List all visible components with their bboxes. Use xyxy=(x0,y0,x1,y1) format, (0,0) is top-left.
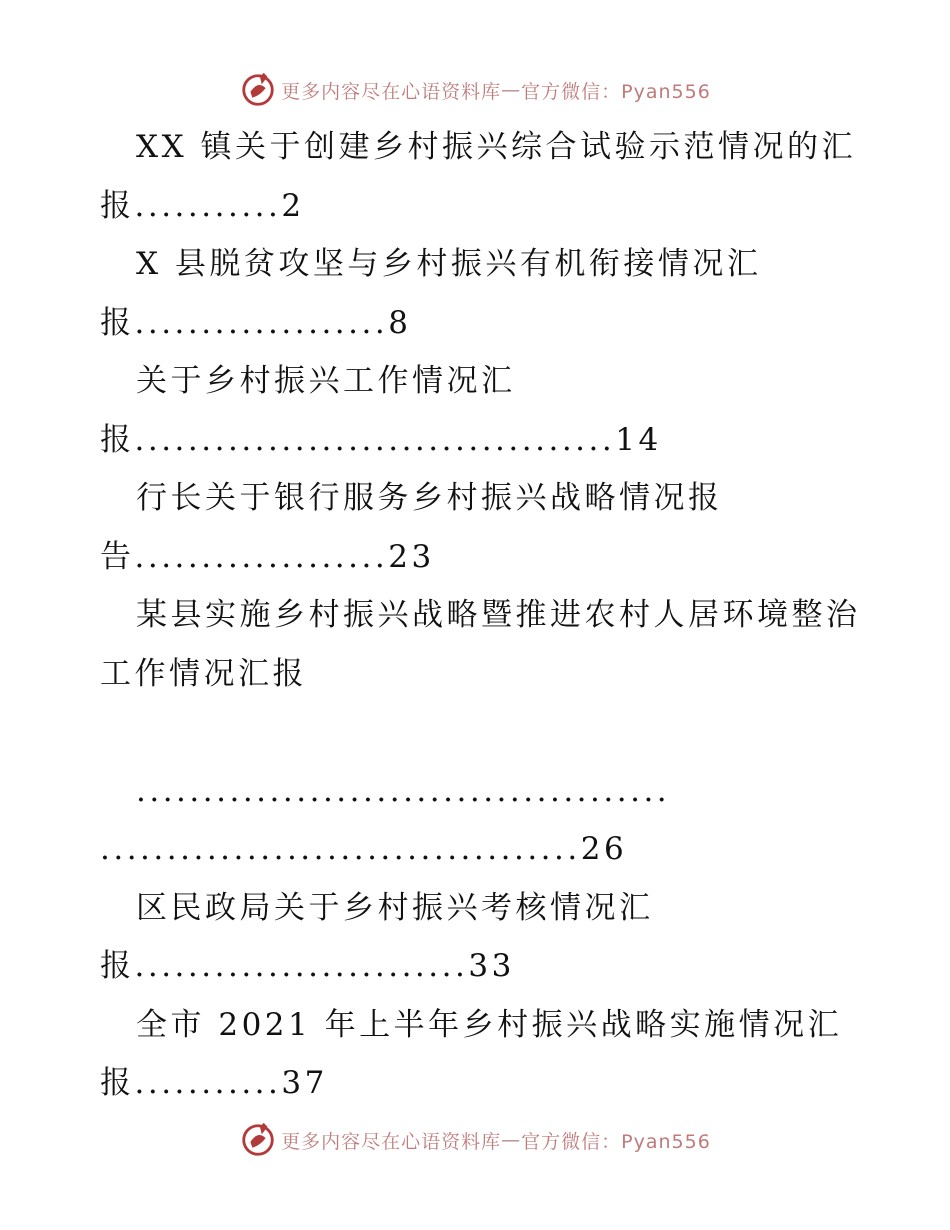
banner-text: 更多内容尽在心语资料库 xyxy=(281,80,502,103)
header-banner xyxy=(0,70,950,110)
banner-wechat: 官方微信：Pyan556 xyxy=(521,80,711,103)
toc-entry-title: 区民政局关于乡村振兴考核情况汇 xyxy=(136,889,654,926)
toc-entry[interactable] xyxy=(100,879,860,996)
toc-entry[interactable] xyxy=(100,996,860,1113)
toc-entry-title: 全市 2021 年上半年乡村振兴战略实施情况汇 xyxy=(136,1006,843,1043)
toc-entry-title: X 县脱贫攻坚与乡村振兴有机衔接情况汇 xyxy=(136,246,762,282)
table-of-contents xyxy=(100,118,860,1113)
banner-separator: — xyxy=(501,1129,522,1151)
banner-separator: — xyxy=(501,79,522,101)
banner-text: 更多内容尽在心语资料库 xyxy=(281,1130,502,1153)
brand-logo-icon xyxy=(239,71,277,109)
toc-entry[interactable] xyxy=(100,235,860,352)
toc-entry-title: 某县实施乡村振兴战略暨推进农村人居环境整治 xyxy=(136,597,860,633)
toc-entry-blank xyxy=(100,703,860,762)
toc-entry-title: 行长关于银行服务乡村振兴战略情况报 xyxy=(136,480,723,516)
toc-entry[interactable] xyxy=(100,352,860,469)
toc-entry-leader: ........................................ xyxy=(136,772,671,809)
brand-logo-icon xyxy=(239,1121,277,1159)
banner-wechat: 官方微信：Pyan556 xyxy=(521,1130,711,1153)
toc-entry-page: 报.........................33 xyxy=(100,948,515,984)
footer-banner xyxy=(0,1120,950,1160)
toc-entry-title: 关于乡村振兴工作情况汇 xyxy=(136,363,516,399)
toc-entry-page: 报...................8 xyxy=(100,304,412,341)
toc-entry[interactable] xyxy=(100,586,860,879)
toc-entry[interactable] xyxy=(100,469,860,586)
toc-entry-title-cont: 工作情况汇报 xyxy=(100,655,307,692)
toc-entry-page: ....................................26 xyxy=(100,831,628,867)
toc-entry-page: 报...........2 xyxy=(100,187,305,224)
toc-entry-page: 报....................................14 xyxy=(100,421,662,458)
toc-entry-title: XX 镇关于创建乡村振兴综合试验示范情况的汇 xyxy=(136,129,856,165)
toc-entry[interactable] xyxy=(100,118,860,235)
toc-entry-page: 告...................23 xyxy=(100,538,435,575)
toc-entry-page: 报...........37 xyxy=(100,1065,328,1101)
